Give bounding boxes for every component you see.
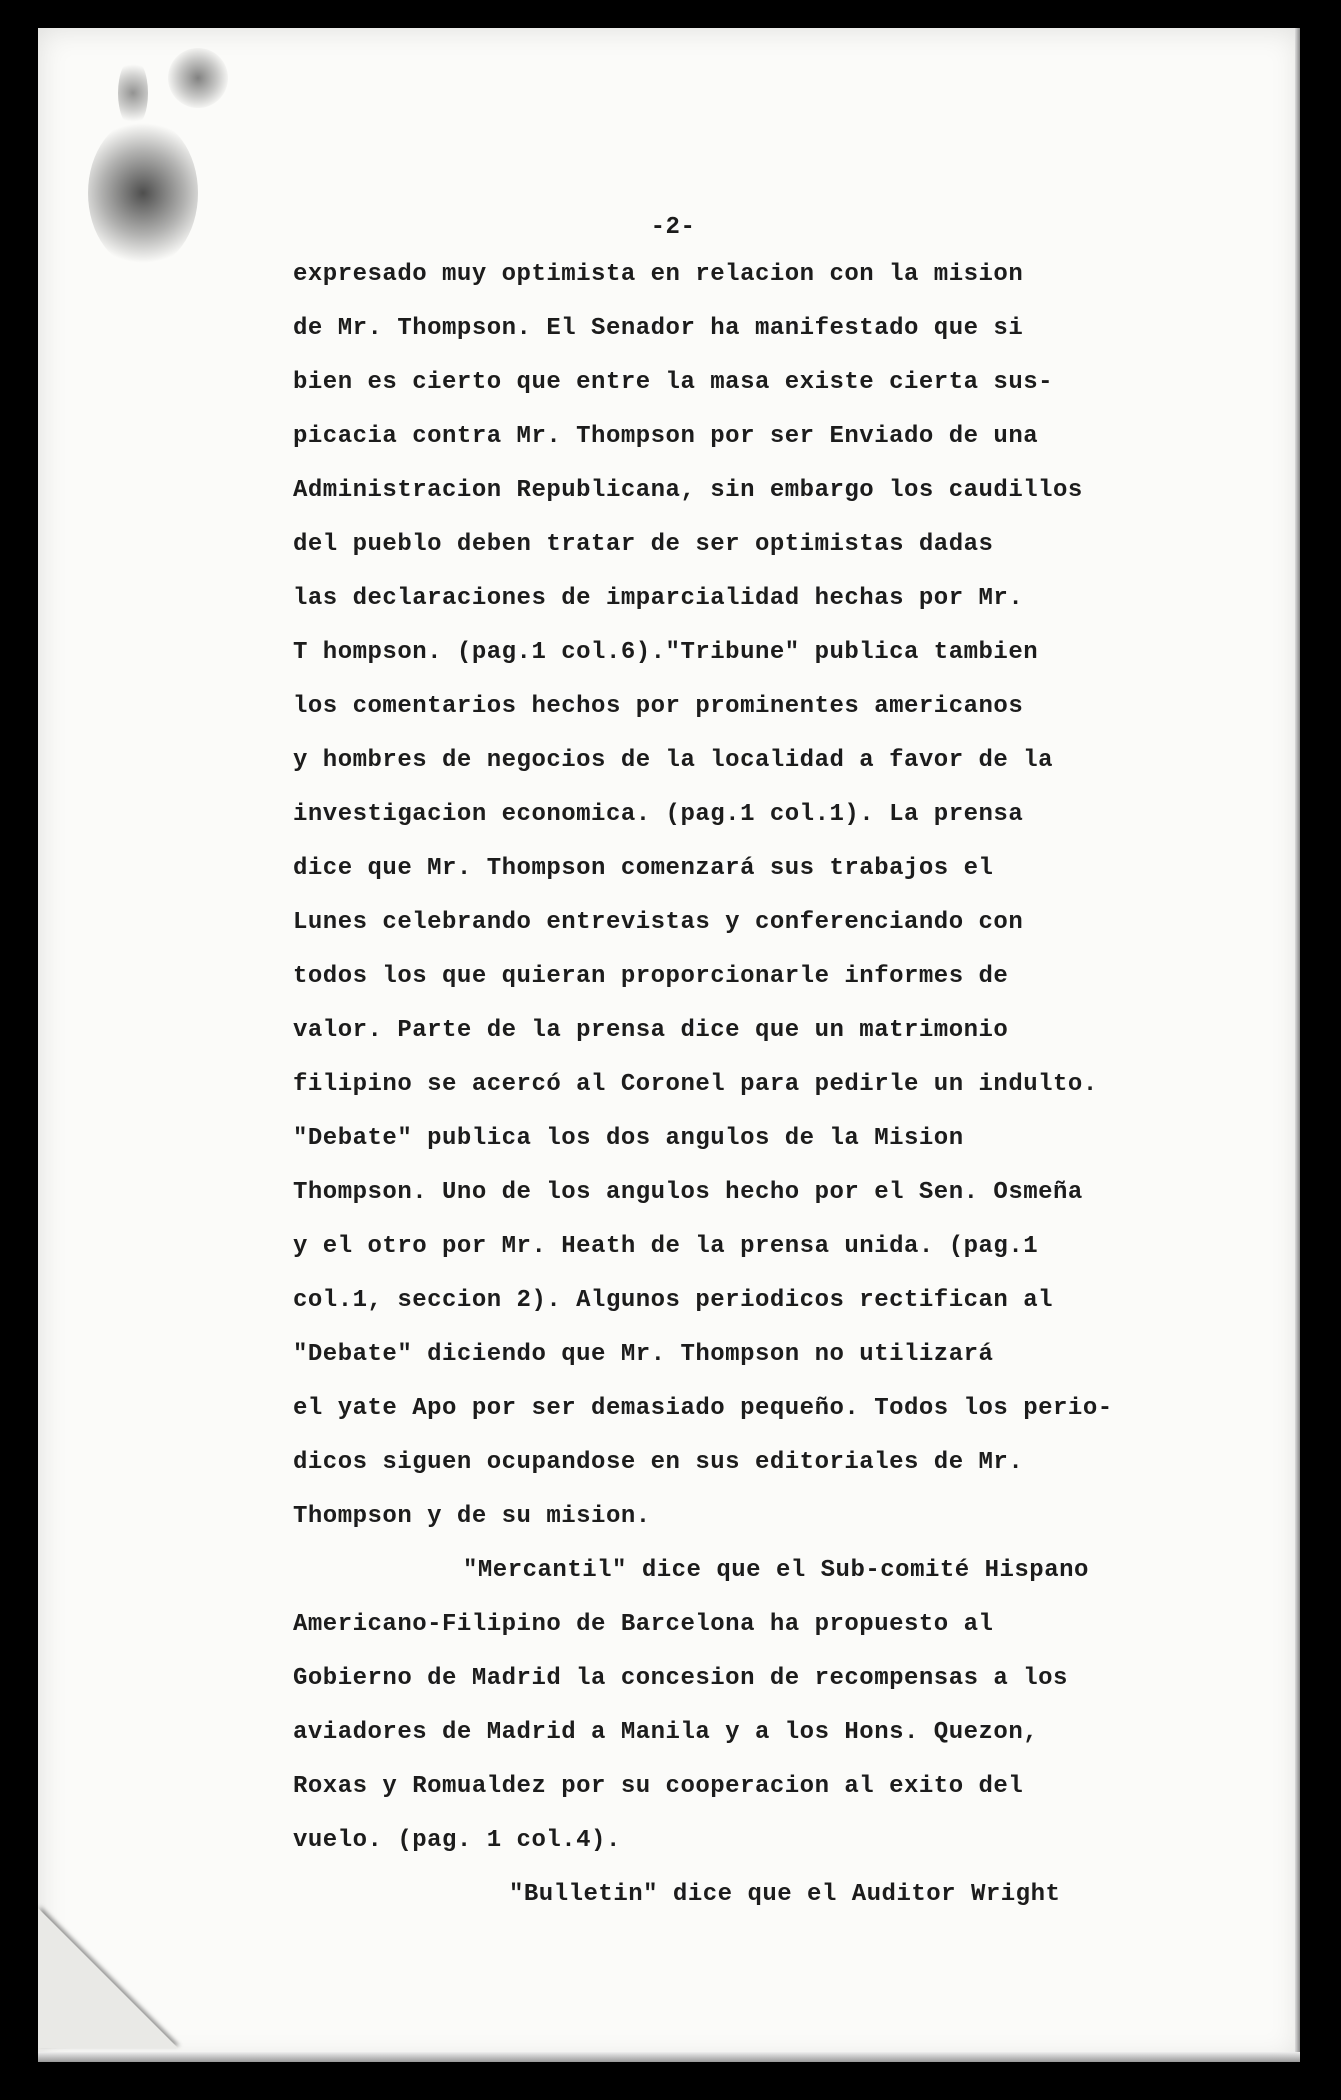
text-line: "Debate" diciendo que Mr. Thompson no utilizará: [293, 1341, 994, 1368]
text-line: dice que Mr. Thompson comenzará sus trabajos el: [293, 855, 994, 882]
folded-corner: [38, 1908, 178, 2048]
text-line: y hombres de negocios de la localidad a favor de la: [293, 747, 1054, 774]
paragraph-start-line: "Mercantil" dice que el Sub-comité Hispano: [463, 1557, 1089, 1584]
text-line: col.1, seccion 2). Algunos periodicos rectifican al: [293, 1287, 1054, 1314]
text-line: de Mr. Thompson. El Senador ha manifestado que si: [293, 315, 1024, 342]
typed-text-body: [293, 208, 1213, 1922]
ink-smudge: [168, 48, 228, 108]
text-line: Gobierno de Madrid la concesion de recompensas a los: [293, 1665, 1068, 1692]
text-line: los comentarios hechos por prominentes americanos: [293, 693, 1024, 720]
text-line: aviadores de Madrid a Manila y a los Hons. Quezon,: [293, 1719, 1039, 1746]
page-edge-bottom: [38, 2052, 1300, 2062]
ink-smudge: [88, 118, 198, 268]
text-line: Roxas y Romualdez por su cooperacion al exito del: [293, 1773, 1024, 1800]
text-line: Thompson y de su mision.: [293, 1503, 651, 1530]
text-line: todos los que quieran proporcionarle informes de: [293, 963, 1009, 990]
text-line: Administracion Republicana, sin embargo los caudillos: [293, 477, 1083, 504]
text-line: dicos siguen ocupandose en sus editoriales de Mr.: [293, 1449, 1024, 1476]
text-line: picacia contra Mr. Thompson por ser Enviado de una: [293, 423, 1039, 450]
page-number: -2-: [650, 214, 696, 241]
document-page: [38, 28, 1300, 2062]
ink-smudge: [118, 58, 148, 128]
text-line: las declaraciones de imparcialidad hechas por Mr.: [293, 585, 1024, 612]
text-line: bien es cierto que entre la masa existe cierta sus-: [293, 369, 1054, 396]
text-line: T hompson. (pag.1 col.6)."Tribune" publica tambien: [293, 639, 1039, 666]
text-line: Americano-Filipino de Barcelona ha propuesto al: [293, 1611, 994, 1638]
text-line: filipino se acercó al Coronel para pedirle un indulto.: [293, 1071, 1098, 1098]
text-line: Lunes celebrando entrevistas y conferenciando con: [293, 909, 1024, 936]
text-line: y el otro por Mr. Heath de la prensa unida. (pag.1: [293, 1233, 1039, 1260]
paragraph-start-line: "Bulletin" dice que el Auditor Wright: [509, 1881, 1061, 1908]
text-line: del pueblo deben tratar de ser optimistas dadas: [293, 531, 994, 558]
text-line: "Debate" publica los dos angulos de la Mision: [293, 1125, 964, 1152]
text-line: investigacion economica. (pag.1 col.1). La prensa: [293, 801, 1024, 828]
text-line: el yate Apo por ser demasiado pequeño. Todos los perio-: [293, 1395, 1113, 1422]
text-line: expresado muy optimista en relacion con la mision: [293, 261, 1024, 288]
text-line: Thompson. Uno de los angulos hecho por el Sen. Osmeña: [293, 1179, 1083, 1206]
page-edge-right: [1295, 28, 1300, 2062]
text-line: vuelo. (pag. 1 col.4).: [293, 1827, 621, 1854]
text-line: valor. Parte de la prensa dice que un matrimonio: [293, 1017, 1009, 1044]
